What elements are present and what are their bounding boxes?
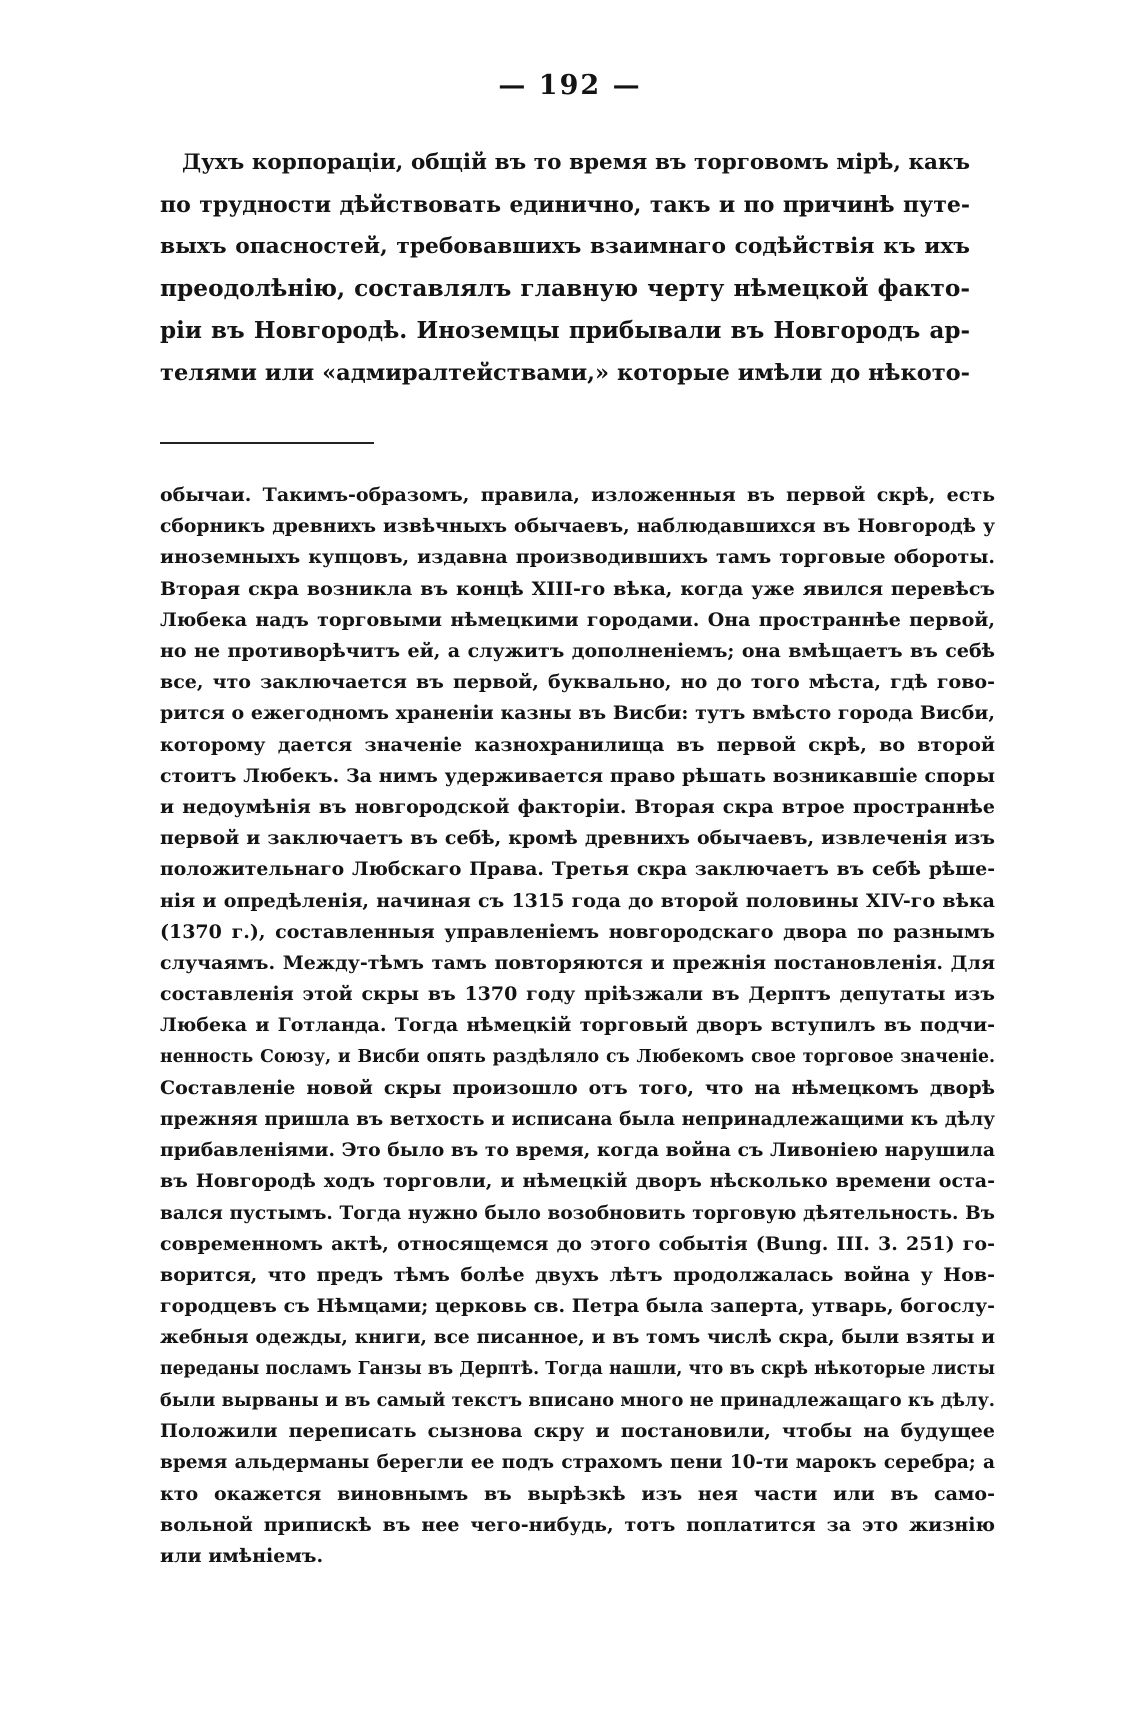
- footnote-line: обычаи. Такимъ-образомъ, правила, изложенныя въ первой скрѣ, есть: [160, 484, 995, 506]
- footnote-line: ненность Союзу, и Висби опять раздѣляло съ Любекомъ свое торговое значеніе.: [160, 1046, 995, 1067]
- footnote-line: первой и заключаетъ въ себѣ, кромѣ древнихъ обычаевъ, извлеченія изъ: [160, 827, 995, 850]
- main-paragraph: [160, 142, 970, 394]
- main-text-line: преодолѣнію, составлялъ главную черту нѣмецкой факто-: [160, 275, 970, 302]
- footnote-line: время альдерманы берегли ее подъ страхомъ пени 10-ти марокъ серебра; а: [160, 1452, 995, 1474]
- footnote-line: все, что заключается въ первой, буквально, но до того мѣста, гдѣ гово-: [160, 671, 995, 694]
- footnote-line: нія и опредѣленія, начиная съ 1315 года до второй половины XIV-го вѣка: [160, 889, 995, 912]
- footnote-line: которому дается значеніе казнохранилища въ первой скрѣ, во второй: [160, 733, 995, 756]
- footnote-line: жебныя одежды, книги, все писанное, и въ томъ числѣ скра, были взяты и: [160, 1327, 995, 1349]
- footnote-line: вался пустымъ. Тогда нужно было возобновить торговую дѣятельность. Въ: [160, 1202, 995, 1224]
- footnote-line: городцевъ съ Нѣмцами; церковь св. Петра была заперта, утварь, богослу-: [160, 1295, 995, 1318]
- footnote-line: ворится, что предъ тѣмъ болѣе двухъ лѣтъ продолжалась война у Нов-: [160, 1264, 995, 1287]
- page-number: — 192 —: [498, 70, 642, 101]
- footnote-line: современномъ актѣ, относящемся до этого событія (Bung. III. 3. 251) го-: [160, 1232, 995, 1255]
- main-text-line: телями или «адмиралтействами,» которые имѣли до нѣкото-: [160, 360, 970, 386]
- footnote-line: иноземныхъ купцовъ, издавна производившихъ тамъ торговые обороты.: [160, 546, 995, 569]
- footnote-line: рится о ежегодномъ храненіи казны въ Висби: тутъ вмѣсто города Висби,: [160, 702, 995, 725]
- main-text-line: ріи въ Новгородѣ. Иноземцы прибывали въ Новгородъ ар-: [160, 317, 970, 344]
- footnote-line: прибавленіями. Это было въ то время, когда война съ Ливоніею нарушила: [160, 1139, 995, 1162]
- main-text-line: выхъ опасностей, требовавшихъ взаимнаго содѣйствія къ ихъ: [160, 234, 970, 259]
- footnote-line: положительнаго Любскаго Права. Третья скра заключаетъ въ себѣ рѣше-: [160, 858, 995, 881]
- footnote-line: но не противорѣчитъ ей, а служитъ дополненіемъ; она вмѣщаетъ въ себѣ: [160, 640, 995, 663]
- footnote-line: и недоумѣнія въ новгородской факторіи. Вторая скра втрое пространнѣе: [160, 796, 995, 819]
- footnote-line: кто окажется виновнымъ въ вырѣзкѣ изъ нея части или въ само-: [160, 1482, 995, 1505]
- footnote-line: Положили переписать сызнова скру и постановили, чтобы на будущее: [160, 1420, 995, 1443]
- footnote-line: Вторая скра возникла въ концѣ XIII-го вѣка, когда уже явился перевѣсъ: [160, 577, 995, 600]
- footnote-line: вольной припискѣ въ нее чего-нибудь, тотъ поплатится за это жизнію: [160, 1513, 995, 1536]
- main-text-line: по трудности дѣйствовать единично, такъ и по причинѣ путе-: [160, 192, 970, 218]
- footnote-line: прежняя пришла въ ветхость и исписана была непринадлежащими къ дѣлу: [160, 1109, 995, 1131]
- footnote-line: составленія этой скры въ 1370 году пріѣзжали въ Дерптъ депутаты изъ: [160, 983, 995, 1006]
- footnote-line: въ Новгородѣ ходъ торговли, и нѣмецкій дворъ нѣсколько времени оста-: [160, 1170, 995, 1193]
- main-text-line: Духъ корпораціи, общій въ то время въ торговомъ мірѣ, какъ: [182, 150, 970, 175]
- footnote-line: Любека и Готланда. Тогда нѣмецкій торговый дворъ вступилъ въ подчи-: [160, 1014, 995, 1037]
- footnote-line: сборникъ древнихъ извѣчныхъ обычаевъ, наблюдавшихся въ Новгородѣ у: [160, 515, 995, 538]
- footnote-line: Составленіе новой скры произошло отъ того, что на нѣмецкомъ дворѣ: [160, 1076, 995, 1099]
- footnote: [160, 480, 995, 1572]
- footnote-line: были вырваны и въ самый текстъ вписано много не принадлежащаго къ дѣлу.: [160, 1389, 995, 1411]
- footnote-line: случаямъ. Между-тѣмъ тамъ повторяются и прежнія постановленія. Для: [160, 952, 995, 975]
- footnote-line: или имѣніемъ.: [160, 1544, 324, 1567]
- footnote-line: (1370 г.), составленныя управленіемъ новгородскаго двора по разнымъ: [160, 920, 995, 943]
- footnote-line: Любека надъ торговыми нѣмецкими городами. Она пространнѣе первой,: [160, 608, 995, 631]
- footnote-line: переданы посламъ Ганзы въ Дерптѣ. Тогда нашли, что въ скрѣ нѣкоторые листы: [160, 1358, 995, 1379]
- footnote-separator: [160, 442, 374, 444]
- footnote-line: стоитъ Любекъ. За нимъ удерживается право рѣшать возникавшіе споры: [160, 764, 995, 787]
